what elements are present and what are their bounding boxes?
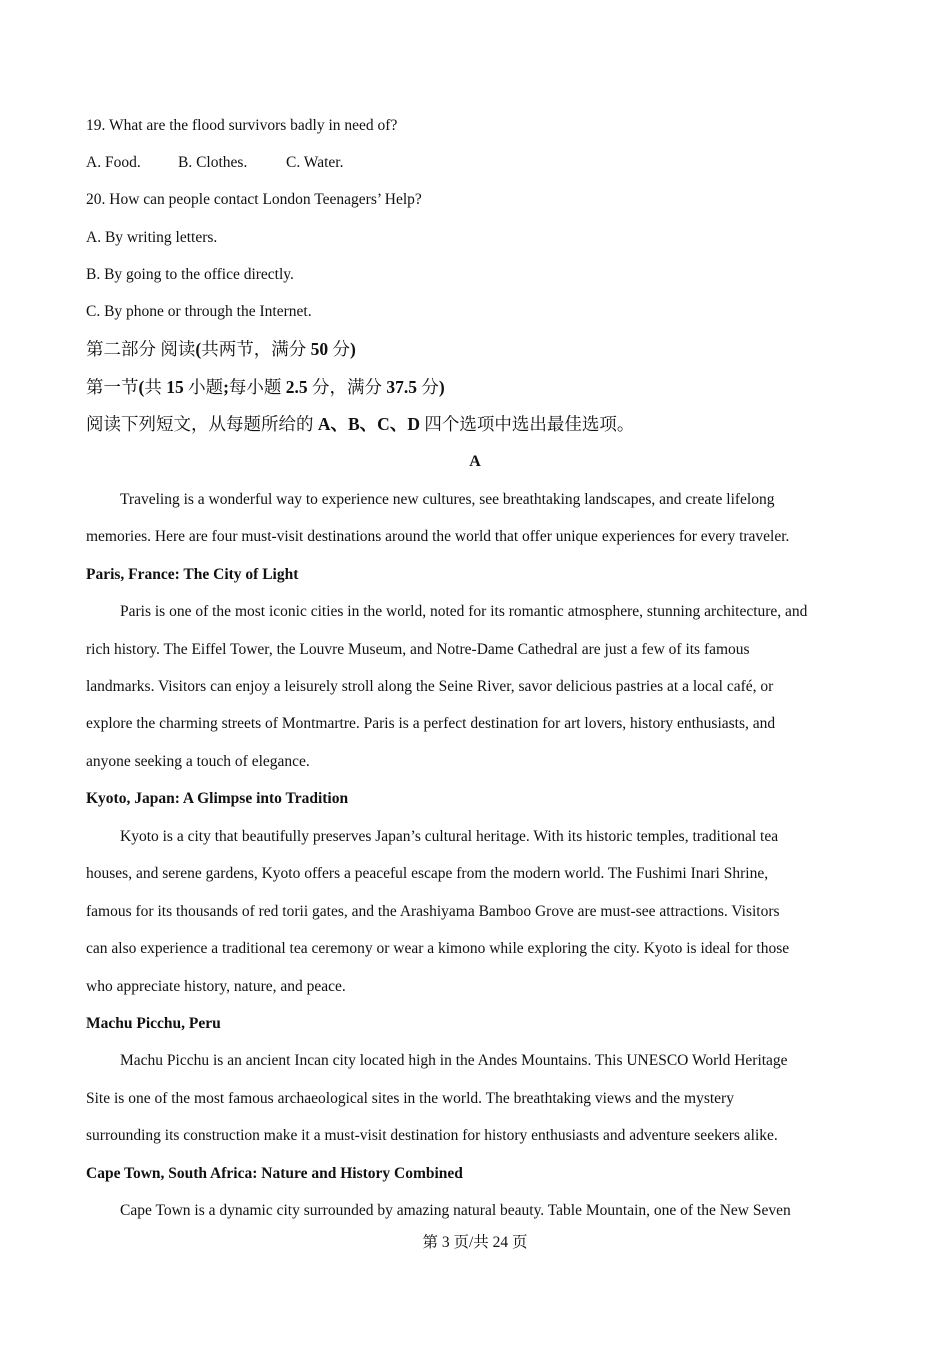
question-20-option-a: A. By writing letters. <box>86 229 218 246</box>
machu-line-2: Site is one of the most famous archaeological sites in the world. The breathtaking views and the mystery <box>86 1090 734 1107</box>
question-20-option-c: C. By phone or through the Internet. <box>86 303 312 320</box>
intro-line-1: Traveling is a wonderful way to experience new cultures, see breathtaking landscapes, and create lifelong <box>120 491 775 508</box>
paris-line-4: explore the charming streets of Montmartre. Paris is a perfect destination for art lovers, history enthusiasts, and <box>86 715 776 732</box>
question-19: 19. What are the flood survivors badly in need of? <box>86 117 398 134</box>
machu-line-1: Machu Picchu is an ancient Incan city located high in the Andes Mountains. This UNESCO World Heritage <box>120 1052 788 1069</box>
kyoto-line-3: famous for its thousands of red torii gates, and the Arashiyama Bamboo Grove are must-see attractions. Visitors <box>86 903 780 920</box>
machu-title: Machu Picchu, Peru <box>86 1015 221 1032</box>
option-a: A. Food. <box>86 154 141 171</box>
intro-line-2: memories. Here are four must-visit destinations around the world that offer unique experiences for every traveler. <box>86 528 790 545</box>
question-20: 20. How can people contact London Teenagers’ Help? <box>86 191 422 208</box>
option-c: C. Water. <box>286 154 344 171</box>
part-two-heading: 第二部分 阅读(共两节，满分 50 分) <box>86 339 356 359</box>
section-one-heading: 第一节(共 15 小题;每小题 2.5 分，满分 37.5 分) <box>86 377 445 397</box>
kyoto-line-4: can also experience a traditional tea ceremony or wear a kimono while exploring the city. Kyoto is ideal for those <box>86 940 790 957</box>
cape-title: Cape Town, South Africa: Nature and History Combined <box>86 1165 463 1182</box>
paris-line-1: Paris is one of the most iconic cities in the world, noted for its romantic atmosphere, stunning architecture, and <box>120 603 808 620</box>
reading-instruction: 阅读下列短文，从每题所给的 A、B、C、D 四个选项中选出最佳选项。 <box>86 414 635 434</box>
paris-title: Paris, France: The City of Light <box>86 566 299 583</box>
kyoto-title: Kyoto, Japan: A Glimpse into Tradition <box>86 790 349 807</box>
kyoto-line-2: houses, and serene gardens, Kyoto offers a peaceful escape from the modern world. The Fushimi Inari Shrine, <box>86 865 769 882</box>
page-number: 第 3 页/共 24 页 <box>422 1234 528 1251</box>
cape-line-1: Cape Town is a dynamic city surrounded by amazing natural beauty. Table Mountain, one of the New Seven <box>120 1202 791 1219</box>
paris-line-5: anyone seeking a touch of elegance. <box>86 753 310 770</box>
paris-line-2: rich history. The Eiffel Tower, the Louvre Museum, and Notre-Dame Cathedral are just a few of its famous <box>86 641 750 658</box>
paris-line-3: landmarks. Visitors can enjoy a leisurely stroll along the Seine River, savor delicious pastries at a local café, or <box>86 678 774 695</box>
kyoto-line-1: Kyoto is a city that beautifully preserves Japan’s cultural heritage. With its historic temples, traditional tea <box>120 828 779 845</box>
question-20-option-b: B. By going to the office directly. <box>86 266 294 283</box>
kyoto-line-5: who appreciate history, nature, and peace. <box>86 978 346 995</box>
question-19-options <box>86 153 876 173</box>
passage-label: A <box>469 453 481 470</box>
machu-line-3: surrounding its construction make it a must-visit destination for history enthusiasts and adventure seekers alike. <box>86 1127 778 1144</box>
option-b: B. Clothes. <box>178 154 248 171</box>
